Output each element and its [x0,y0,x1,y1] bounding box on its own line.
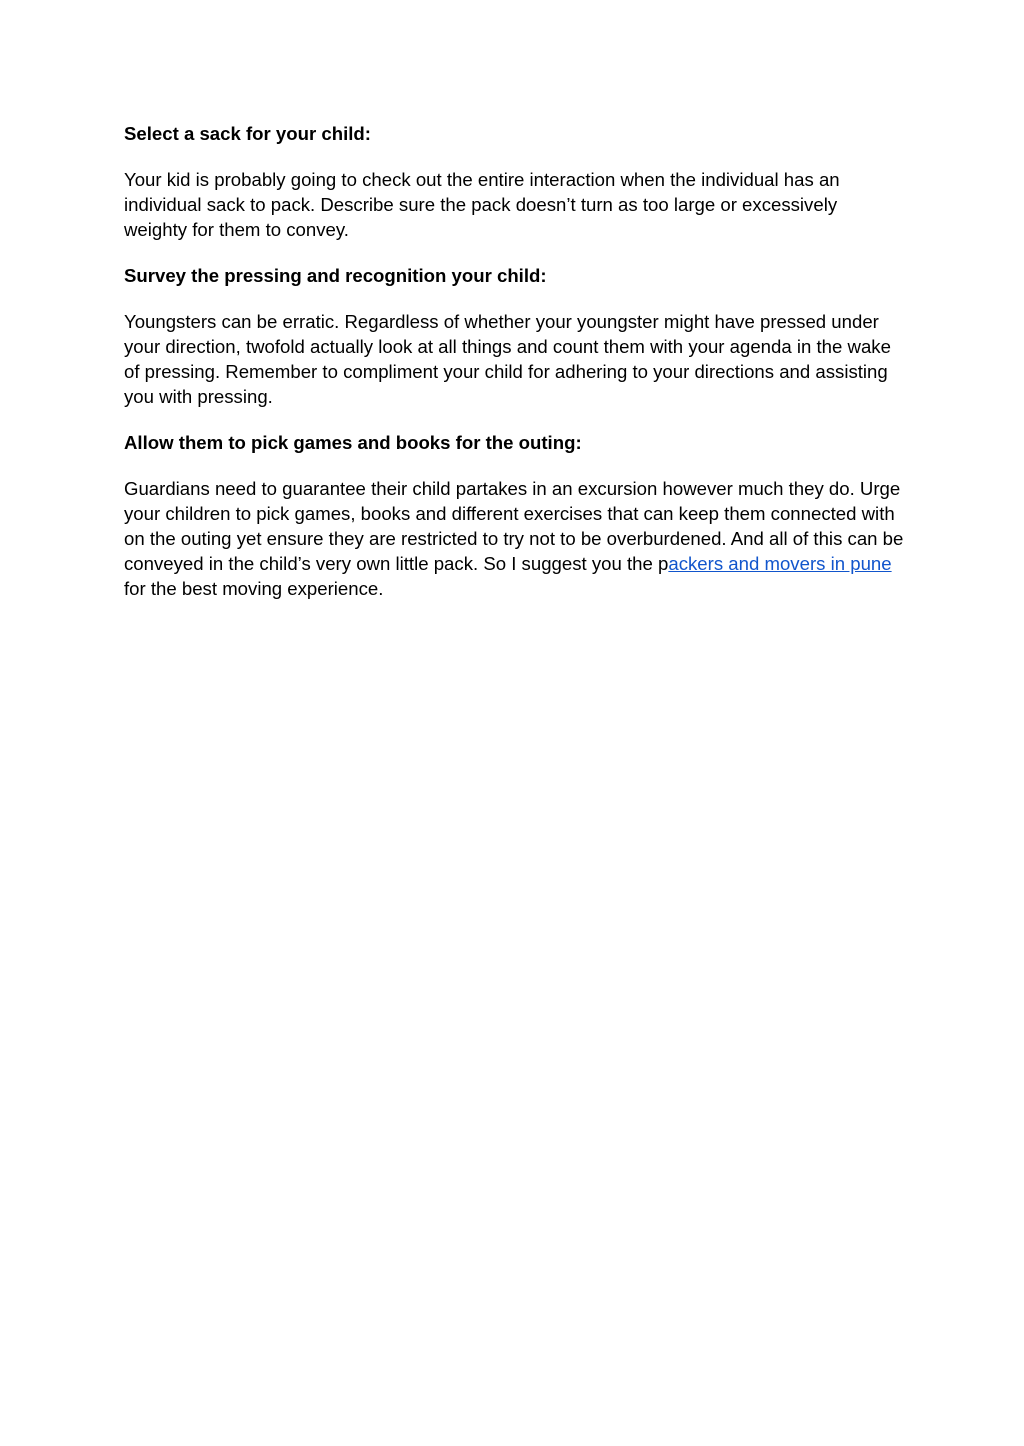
section-heading-sack: Select a sack for your child: [124,123,371,144]
section-body-sack: Your kid is probably going to check out the entire interaction when the individual has an individual sack to pack. Describe sure the pack doesn’t turn as too large or excessively weighty for them to convey. [124,169,840,240]
section-heading-survey: Survey the pressing and recognition your child: [124,265,547,286]
packers-movers-link[interactable]: ackers and movers in pune [668,553,892,574]
section-body-games [124,476,904,601]
section-body-survey: Youngsters can be erratic. Regardless of whether your youngster might have pressed under your direction, twofold actually look at all things and count them with your agenda in the wake of pressing. Remember to compliment your child for adhering to your directions and assisting you with pressing. [124,311,891,407]
section-heading-games: Allow them to pick games and books for the outing: [124,432,582,453]
games-body-text: Guardians need to guarantee their child partakes in an excursion however much they do. Urge your children to pick games, books and different exercises that can keep them connected with on the outing yet ensure they are restricted to try not to be overburdened. And all of this can be conveyed in the child’s very own little pack. So I suggest you the p [124,478,904,574]
document-page [124,121,904,622]
games-body-tail: for the best moving experience. [124,578,384,599]
